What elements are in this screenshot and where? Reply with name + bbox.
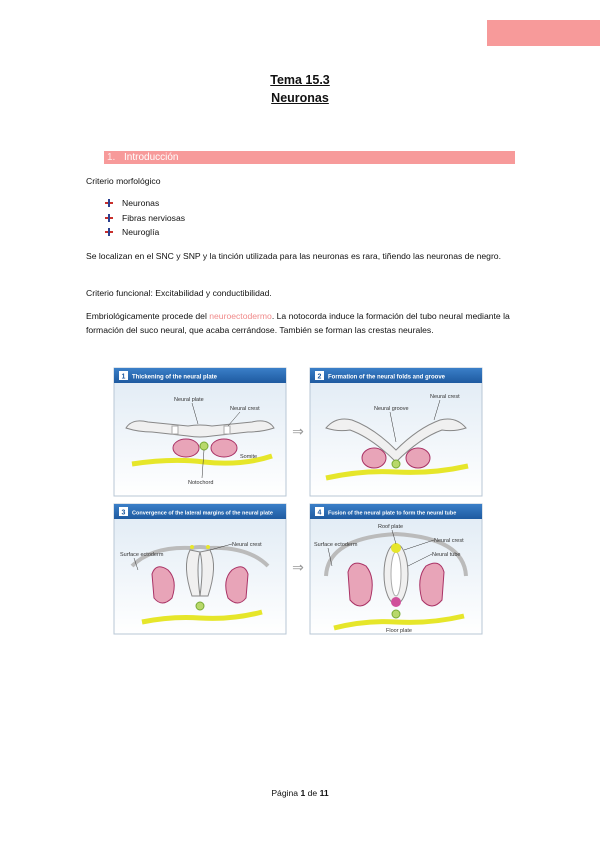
svg-text:Neural crest: Neural crest (434, 538, 464, 544)
svg-text:Neural tube: Neural tube (432, 552, 461, 558)
svg-text:1: 1 (121, 373, 126, 381)
page-footer: Página 1 de 11 (271, 788, 329, 798)
list-item: Neuronas (104, 196, 185, 211)
panel-2 (310, 368, 482, 496)
list-item: Neuroglía (104, 225, 185, 240)
criterio-morfologico: Criterio morfológico (86, 176, 161, 186)
panel-1 (114, 368, 286, 496)
page-total: 11 (319, 788, 329, 798)
panel-4 (310, 504, 482, 634)
svg-text:Surface ectoderm: Surface ectoderm (314, 542, 358, 548)
svg-text:Formation of the neural folds: Formation of the neural folds and groove (328, 374, 446, 381)
svg-text:2: 2 (317, 373, 322, 381)
bullet-icon (104, 213, 114, 223)
svg-text:Neural groove: Neural groove (374, 406, 409, 412)
page-title: Tema 15.3 (270, 73, 330, 87)
svg-text:3: 3 (121, 509, 126, 517)
svg-text:Surface ectoderm: Surface ectoderm (120, 552, 164, 558)
page-number: 1 (300, 788, 306, 798)
page-subtitle: Neuronas (271, 91, 329, 105)
section-heading (104, 151, 515, 164)
panel-3 (114, 504, 286, 634)
svg-text:Thickening of the neural plate: Thickening of the neural plate (132, 374, 218, 381)
bullet-icon (104, 227, 114, 237)
paragraph-localizacion: Se localizan en el SNC y SNP y la tinción utilizada para las neuronas es rara, tiñendo las neuronas de negro. (86, 251, 501, 261)
neural-tube-figure (112, 366, 484, 636)
highlight-neuroectodermo: neuroectodermo (209, 311, 272, 321)
svg-text:Somite: Somite (240, 454, 258, 460)
paragraph-criterio-funcional: Criterio funcional: Excitabilidad y conductibilidad. (86, 288, 272, 298)
list-item: Fibras nerviosas (104, 211, 185, 226)
svg-text:Convergence of the lateral mar: Convergence of the lateral margins of the neural plate (132, 510, 273, 517)
arrow-icon: ⇒ (292, 423, 304, 439)
bullet-icon (104, 198, 114, 208)
svg-text:4: 4 (317, 509, 322, 517)
svg-text:Neural crest: Neural crest (230, 406, 260, 412)
arrow-icon: ⇒ (292, 559, 304, 575)
svg-text:Neural crest: Neural crest (232, 542, 262, 548)
svg-text:Floor plate: Floor plate (386, 628, 412, 634)
svg-text:Notochord: Notochord (188, 480, 214, 486)
svg-text:Roof plate: Roof plate (378, 524, 404, 530)
corner-tab (487, 20, 600, 46)
svg-text:Neural plate: Neural plate (174, 397, 204, 403)
paragraph-embriologia: Embriológicamente procede del neuroectodermo. La notocorda induce la formación del tubo neural mediante la formación del suco neural, que acaba cerrándose. También se forman las crestas neurales. (86, 311, 510, 335)
section-number: 1. (107, 152, 116, 163)
svg-text:Neural crest: Neural crest (430, 394, 460, 400)
bullet-list (104, 196, 185, 240)
section-label: Introducción (124, 152, 179, 163)
svg-text:Fusion of the neural plate to: Fusion of the neural plate to form the neural tube (328, 510, 457, 517)
